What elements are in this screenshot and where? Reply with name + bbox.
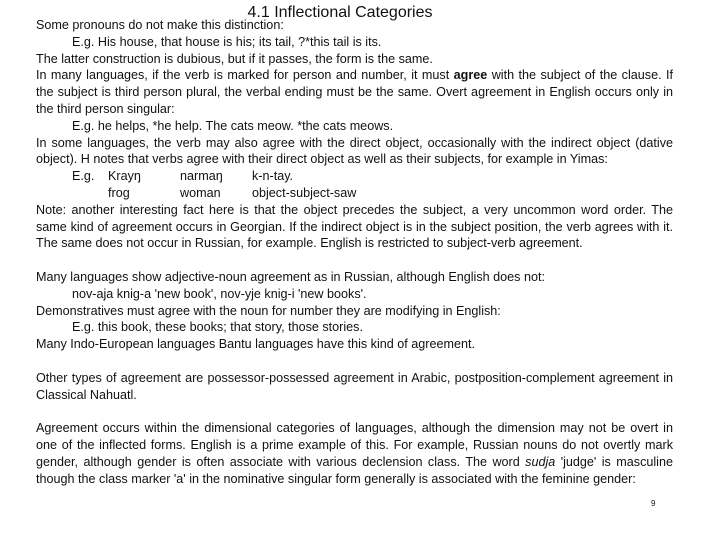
paragraph-adjective-noun: Many languages show adjective-noun agreement as in Russian, although English does not: [36, 269, 545, 284]
paragraph-object-agreement: In some languages, the verb may also agree with the direct object, occasionally with the indirect object (dative object). H notes that verbs agree with their direct object as well as their subjects, for example in Yimas: [36, 135, 673, 167]
gloss-woman: woman [180, 185, 221, 200]
yimas-word-verb: k-n-tay. [252, 169, 294, 184]
yimas-example-gloss [36, 185, 673, 202]
paragraph-indo-european: Many Indo-European languages Bantu languages have this kind of agreement. [36, 337, 475, 352]
yimas-example-words [36, 168, 673, 185]
yimas-eg-label: E.g. [72, 169, 95, 184]
paragraph-gap [36, 353, 673, 370]
page-title: 4.1 Inflectional Categories [247, 4, 433, 21]
paragraph-dimensional-categories [36, 420, 673, 487]
example-english-agreement: E.g. he helps, *he help. The cats meow. *the cats meows. [72, 118, 394, 133]
paragraph-note-word-order: Note: another interesting fact here is that the object precedes the subject, a very uncommon word order. The same kind of agreement occurs in Georgian. If the indirect object is in the subject position, the verb agrees with it. The same does not occur in Russian, for example. English is restricted to subject-verb agreement. [36, 202, 673, 251]
document-body [36, 17, 673, 487]
example-demonstratives: E.g. this book, these books; that story, those stories. [72, 320, 363, 335]
gloss-verb: object-subject-saw [252, 185, 357, 200]
verb-agreement-text-end: with the subject of the clause. If the subject is third person plural, the verbal ending must be the same. Overt agreement in English occurs only in the third person singular: [36, 68, 673, 116]
agree-term: agree [453, 68, 488, 83]
verb-agreement-text-start: In many languages, if the verb is marked for person and number, it must [36, 68, 454, 83]
dimensional-text-start: Agreement occurs within the dimensional categories of languages, although the dimension may not be overt in one of the inflected forms. English is a prime example of this. For example, Russian nouns do not overtly mark gender, although gender is often associate with various declension class. The word [36, 421, 673, 469]
paragraph-latter-construction: The latter construction is dubious, but if it passes, the form is the same. [36, 51, 433, 66]
paragraph-pronouns: Some pronouns do not make this distinction: [36, 18, 284, 32]
yimas-word-woman: narmaŋ [180, 169, 223, 184]
paragraph-verb-agreement [36, 67, 673, 117]
gloss-frog: frog [108, 185, 130, 200]
yimas-word-frog: Krayŋ [108, 169, 141, 184]
example-pronouns: E.g. His house, that house is his; its tail, ?*this tail is its. [72, 34, 382, 49]
paragraph-demonstratives: Demonstratives must agree with the noun for number they are modifying in English: [36, 303, 501, 318]
paragraph-gap [36, 403, 673, 420]
paragraph-other-agreement: Other types of agreement are possessor-possessed agreement in Arabic, postposition-complement agreement in Classical Nahuatl. [36, 370, 673, 402]
page-number: 9 [651, 499, 656, 508]
paragraph-gap [36, 252, 673, 269]
sudja-term: sudja [525, 454, 556, 469]
dimensional-text-end: 'judge' is masculine though the class marker 'a' in the nominative singular form generally is associated with the feminine gender: [36, 454, 673, 486]
example-russian: nov-aja knig-a 'new book', nov-yje knig-i 'new books'. [72, 286, 367, 301]
